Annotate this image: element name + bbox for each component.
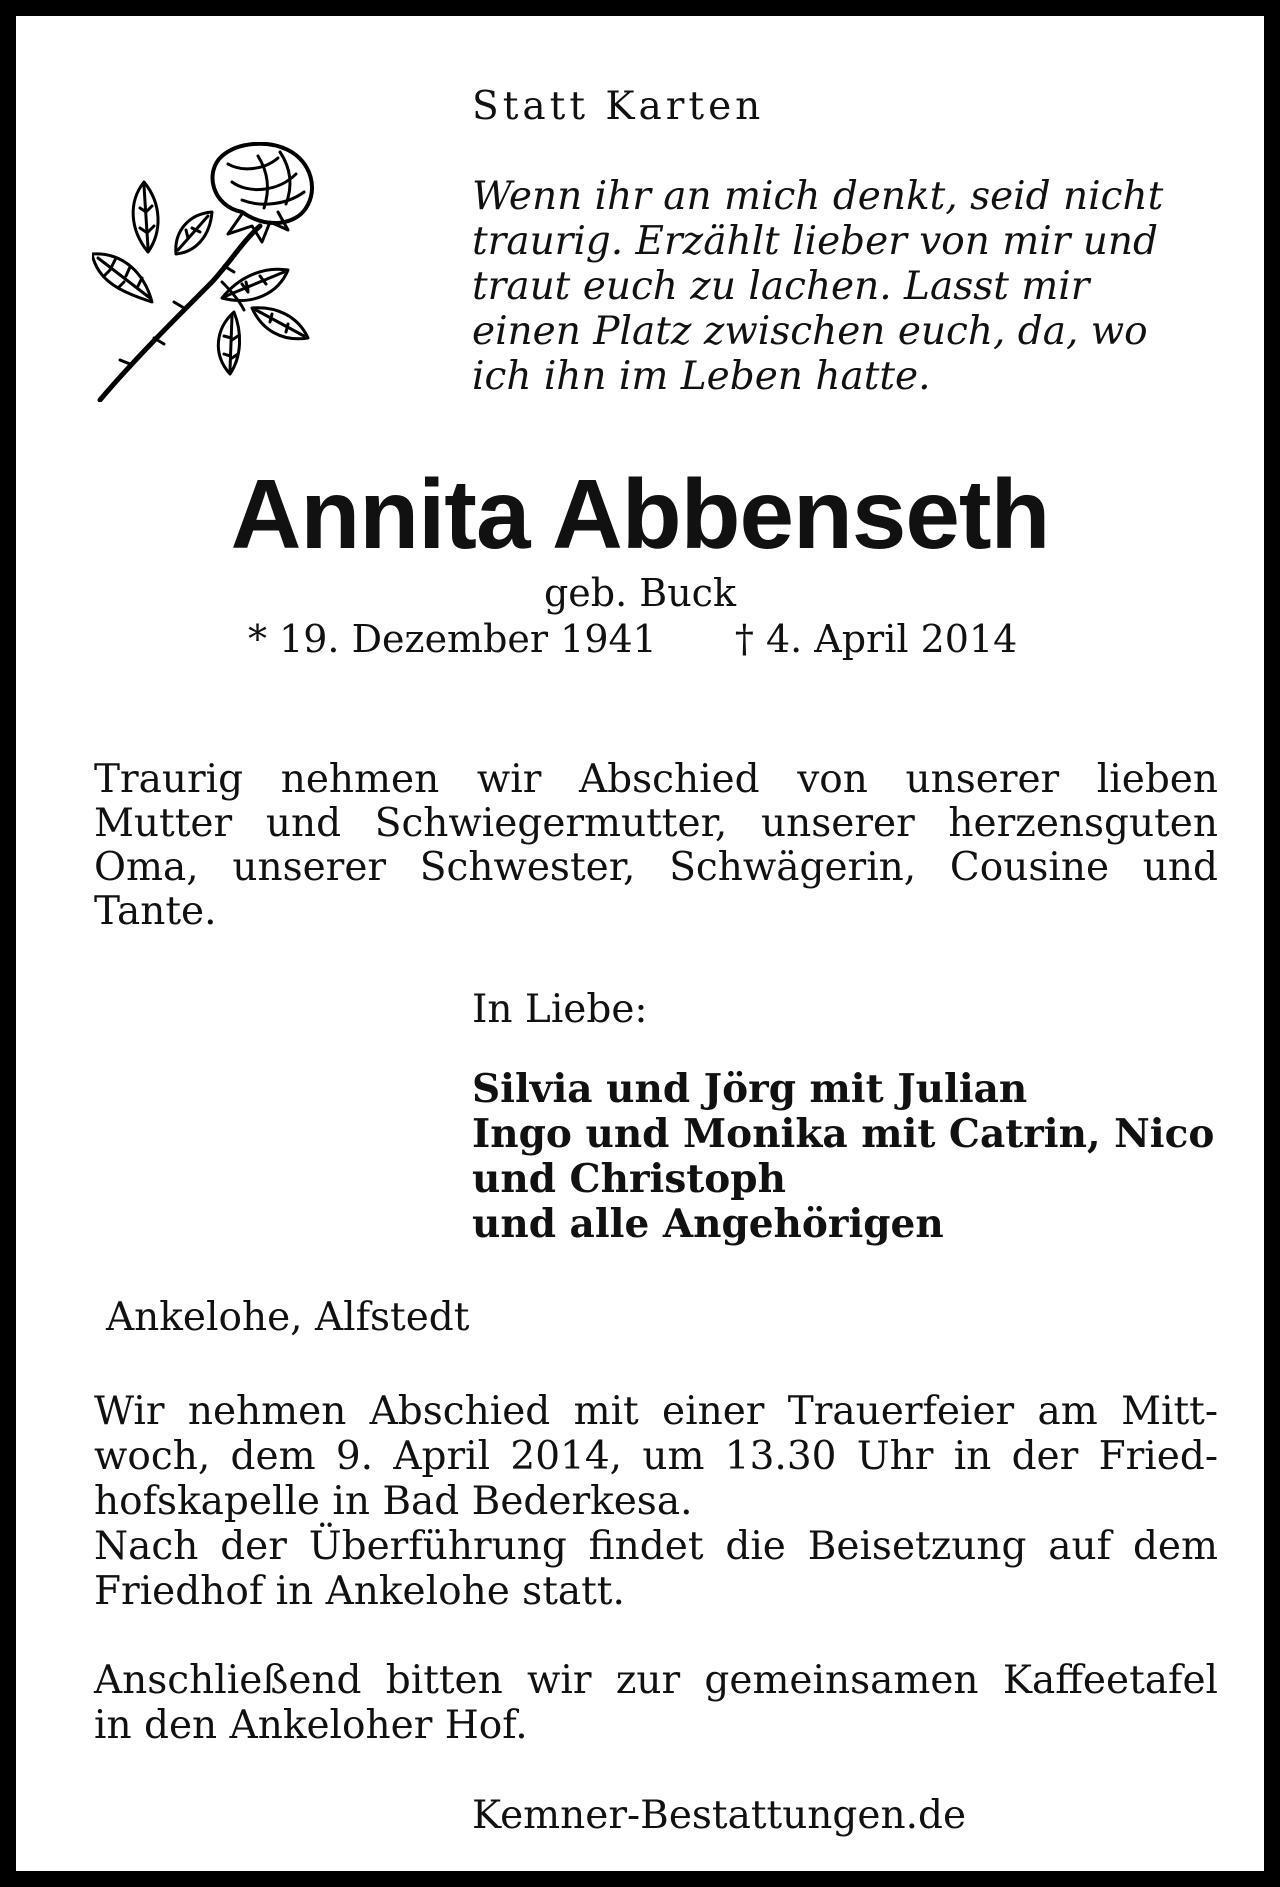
family-line: Ingo und Monika mit Catrin, Nico	[472, 1111, 1215, 1157]
death-date: † 4. April 2014	[734, 617, 1018, 661]
coffee-line: Anschließend bitten wir zur gemeinsamen Kaffeetafel	[94, 1658, 1218, 1703]
rose-icon	[92, 142, 326, 402]
in-love-label: In Liebe:	[472, 987, 648, 1032]
poem-line: Wenn ihr an mich denkt, seid nicht	[472, 174, 1164, 219]
family-line: Silvia und Jörg mit Julian	[472, 1066, 1028, 1112]
family-signatories	[472, 1067, 1214, 1247]
service-line: Nach der Überführung findet die Beisetzung auf dem	[94, 1524, 1218, 1569]
intro-line: Tante.	[94, 889, 217, 934]
place-names: Ankelohe, Alfstedt	[106, 1295, 470, 1340]
intro-line: Mutter und Schwiegermutter, unserer herzensguten	[94, 801, 1218, 846]
service-line: Wir nehmen Abschied mit einer Trauerfeier am Mitt-	[94, 1389, 1218, 1434]
birth-date: * 19. Dezember 1941	[248, 617, 657, 661]
family-line: und Christoph	[472, 1156, 786, 1202]
poem-line: traut euch zu lachen. Lasst mir	[472, 264, 1090, 309]
deceased-name: Annita Abbenseth	[230, 459, 1050, 569]
header-statt-karten: Statt Karten	[472, 84, 765, 129]
poem-line: einen Platz zwischen euch, da, wo	[472, 309, 1148, 354]
intro-line: Oma, unserer Schwester, Schwägerin, Cousine und	[94, 845, 1218, 890]
service-info	[94, 1389, 1218, 1614]
maiden-name: geb. Buck	[543, 571, 736, 615]
coffee-invitation	[94, 1658, 1218, 1748]
funeral-home-website: Kemner-Bestattungen.de	[472, 1793, 967, 1838]
intro-text	[94, 758, 1218, 934]
life-dates	[248, 617, 1017, 662]
coffee-line: in den Ankeloher Hof.	[94, 1703, 528, 1748]
poem	[472, 174, 1232, 399]
service-line: hofskapelle in Bad Bederkesa.	[94, 1479, 693, 1524]
service-line: woch, dem 9. April 2014, um 13.30 Uhr in der Fried-	[94, 1434, 1218, 1479]
family-line: und alle Angehörigen	[472, 1201, 944, 1247]
intro-line: Traurig nehmen wir Abschied von unserer lieben	[94, 757, 1218, 802]
poem-line: traurig. Erzählt lieber von mir und	[472, 219, 1158, 264]
poem-line: ich ihn im Leben hatte.	[472, 354, 931, 399]
service-line: Friedhof in Ankelohe statt.	[94, 1569, 625, 1614]
